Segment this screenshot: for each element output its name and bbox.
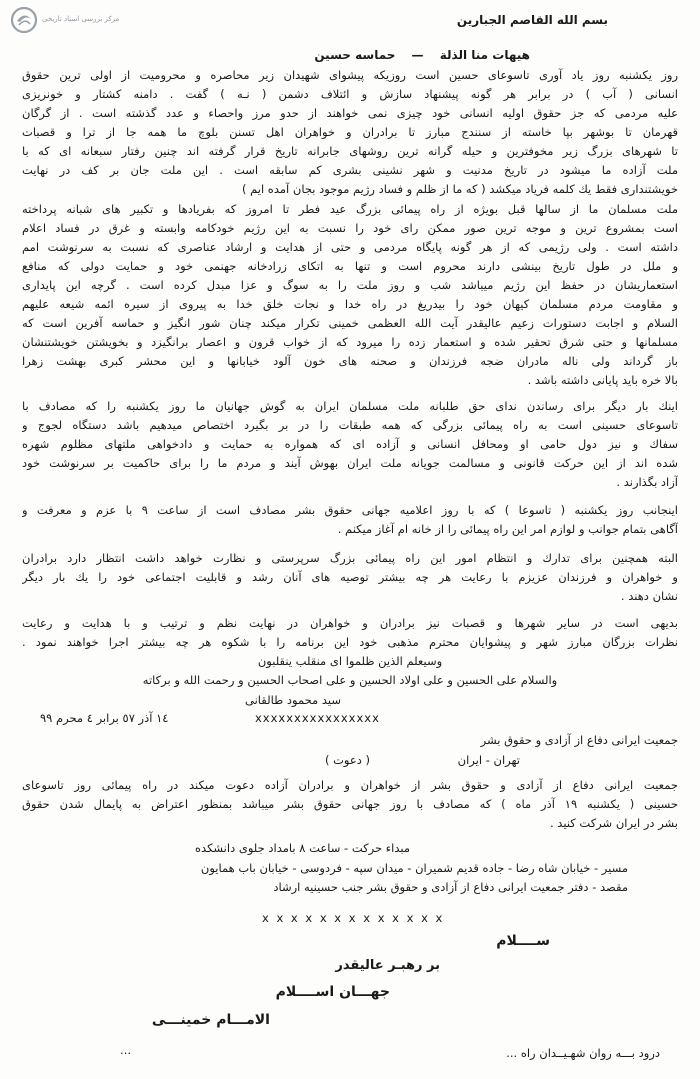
archive-logo-text: مرکز بررسی اسناد تاریخی xyxy=(42,15,120,23)
text-line: حسينى ( يكشنبه ۱۹ آذر ماه ) كه مصادف با روز جهانى حقوق بشر ميباشد بمنظور اعتراض به پايمال شدن حقوق xyxy=(22,797,678,811)
slogan-left: هيهات منا الذلة xyxy=(439,48,530,62)
text-line: و ملل در طول تاريخ بينشى دارند محروم است و تنها به اتكاى زرادخانه جهنمى خود و حمايت دولى كه منافع xyxy=(22,259,678,273)
slogan-right: حماسه حسين xyxy=(314,48,396,62)
invitation-org: جمعيت ايرانى دفاع از آزادى و حقوق بشر xyxy=(480,733,678,747)
text-line: بشر در ايران شركت كنيد . xyxy=(550,816,678,830)
slogan xyxy=(170,47,530,63)
footer-imam: الامـــام خمينـــى xyxy=(151,1012,270,1028)
text-line: انسانى ( آب ) در برابر هر گونه پيشنهاد سازش و ائتلاف دشمن ( نـه ) گفت . دامنه كشتار و خونريزى xyxy=(22,87,678,101)
text-line: ملت مسلمان ما از سالها قبل بويژه از راه پيمائى بزرگ عيد فطر تا امروز كه بفريادها و تكبير هاى شبانه پرداخته xyxy=(22,202,678,216)
basmala: بسم الله القاصم الجبارين xyxy=(456,13,608,27)
text-line: مسلمانها و حتى شرق تحقير شده و استعمار زده را ميرود كه از خواب قرون و اعصار برانگيزد و بخويشتن خويشتنشان xyxy=(22,335,678,349)
text-line: شده اند از اين حركت قانونى و مسالمت جويانه ملت ايران بهوش آيند و مردم ما را براى حاكميت بر سرنوشت خود xyxy=(22,456,678,470)
slogan-dash: — xyxy=(411,48,424,62)
footer-durood: درود بـــه روان شهـيــدان راه ... xyxy=(506,1046,660,1060)
footer-crosses: x x x x x x x x x x x x x xyxy=(262,911,445,925)
footer-partial: ... xyxy=(120,1043,132,1057)
signature-stars: xxxxxxxxxxxxxxxx xyxy=(255,711,380,725)
invitation-label: ( دعوت ) xyxy=(324,753,370,767)
text-line: و خواهران و فرزندان عزيزم با رعايت هر چه بيشتر توصيه هاى آنان رشد و قابليت اجتماعى خود را يك بار ديگر xyxy=(22,570,678,584)
closing-salutation: والسلام على الحسين و على اولاد الحسين و على اصحاب الحسين و رحمت الله و بركاته xyxy=(142,673,558,687)
text-line: عليه مردمى كه جز حقوق اوليه انسانى خود چيزى نمى خواهند از حدو مرز واحصاء و عدد گذشته است . از گرگان xyxy=(22,106,678,120)
signatory-name: سيد محمود طالقانى xyxy=(245,693,342,707)
text-line: قهرمان تا بوشهر بپا خاسته از سنندج مبارز تا برادران و خواهران اهل تسنن بلوچ ما همه جا از ترا و قصبات xyxy=(22,125,678,139)
text-line: اينجانب روز يكشنبه ( تاسوعا ) كه با روز اعلاميه جهانى حقوق بشر مصادف است از ساعت ۹ با عزم و معرفت و xyxy=(22,503,678,517)
text-line: اينك بار ديگر براى رساندن نداى حق طلبانه ملت مسلمان ايران به گوش جهانيان ما روز يكشنبه را كه مصادف با xyxy=(22,399,678,413)
text-line: آزاد بگذارند . xyxy=(616,475,678,489)
text-line: است بمشروع ترين و موجه ترين صور ممكن راى خود را نسبت به اين رژيم خودكامه وابسته و غرق در فساد اعلام xyxy=(22,221,678,235)
route-start: مبداء حركت - ساعت ۸ بامداد جلوى دانشكده xyxy=(195,841,410,855)
text-line: باز گرداند ولى ناله مادران ضجه فرزندان و صحنه هاى خون آلود خيابانها و اين محشر كبرى بهشت زهرا xyxy=(22,354,678,368)
text-line: سفاك و نيز دول حامى او ومحافل انسانى و آزاده اى كه همواره به حمايت و دادخواهى ملتهاى مظلوم شهره xyxy=(22,437,678,451)
text-line: داشته است . ولى رژيمى كه از هر گونه پايگاه مردمى و حتى از هدايت و ارشاد عناصرى كه نسبت به سرنوشت امم xyxy=(22,240,678,254)
archive-logo xyxy=(10,6,120,36)
text-line: آگاهى بتمام جوانب و لوازم امر اين راه پيمائى را از خانه ام آغاز ميكنم . xyxy=(337,522,678,536)
text-line: استعماريشان در حفظ اين رژيم ميباشد شب و روز ملت را به سوگ و عزا مبدل كرده است . گرچه اين پايدارى xyxy=(22,278,678,292)
text-line: و مقاومت مردم مسلمان كيهان خود را بيدريغ در راه خدا و نجات خلق خدا به پيروى از سيره ائمه شيعه عليهم xyxy=(22,297,678,311)
route-path: مسير - خيابان شاه رضا - جاده قديم شميران - ميدان سپه - فردوسى - خيابان باب همايون xyxy=(200,861,628,875)
text-line: السلام و اجابت دستورات زعيم عاليقدر آيت الله العظمى خمينى تكرار ميكند چنان شور انگيز و حماسه آفرين است كه xyxy=(22,316,678,330)
text-line: بالا خره بايد پايانى داشته باشد . xyxy=(527,373,678,387)
document-date: ١٤ آذر ٥٧ برابر ٤ محرم ٩٩ xyxy=(40,711,169,725)
text-line: نظرات بزرگان مبارز شهر و پيشوايان محترم مذهبى خود اين برنامه را با شكوه هر چه بيشتر اجرا خواهند نمود . xyxy=(22,635,678,649)
route-destination: مقصد - دفتر جمعيت ايرانى دفاع از آزادى و حقوق بشر جنب حسينيه ارشاد xyxy=(273,880,628,894)
footer-leader: بر رهبـر عاليقدر xyxy=(335,958,440,973)
text-line: تا شهرهاى بزرگ زير مخوفترين و حيله گرانه ترين روشهاى جابرانه تاريخ قرار گرفته اند چنين رفتار سبعانه اى كه با xyxy=(22,144,678,158)
footer-salam: ســــلام xyxy=(496,933,550,949)
text-line: ملت آزاده ما ميشود در تاريخ مدنيت و شهر نشينى بشرى كم سابقه است . اين ملت جان بر كف در نهايت xyxy=(22,163,678,177)
text-line: البته همچنين براى تدارك و انتظام امور اين راه پيمائى بزرگ سرپرستى و نظارت خواهد داشت انتظار دارد برادران xyxy=(22,551,678,565)
text-line: جمعيت ايرانى دفاع از آزادى و حقوق بشر از خواهران و برادران آزاده دعوت ميكند در راه پيمائى روز تاسوعاى xyxy=(22,778,678,792)
invitation-place: تهران - ايران xyxy=(457,753,520,767)
text-line: روز يكشنبه روز ياد آورى تاسوعاى حسين است روزيكه پيشواى شهيدان زير محاصره و محروميت از اولى ترين حقوق xyxy=(22,68,678,82)
footer-jahan: جهـــان اســــلام xyxy=(275,984,390,1000)
text-line: تاسوعاى حسينى است به راه پيمائى بزرگى كه همه طبقات را در بر بگيرد اختصاص ميدهيم باشد دستگاه لجوج و xyxy=(22,418,678,432)
text-line: نشان دهند . xyxy=(620,589,678,603)
text-line: خويشتندارى فقط يك كلمه فرياد ميكشد ( كه ما از ظلم و فساد رژيم موجود بجان آمده ايم ) xyxy=(241,182,678,196)
text-line: بديهى است در ساير شهرها و قصبات نيز برادران و خواهران در نهايت نظم و ترتيب و با هدايت و رعايت xyxy=(22,616,678,630)
archive-emblem-icon xyxy=(10,6,38,34)
quran-verse: وسيعلم الذين ظلموا اى منقلب ينقلبون xyxy=(257,654,443,668)
